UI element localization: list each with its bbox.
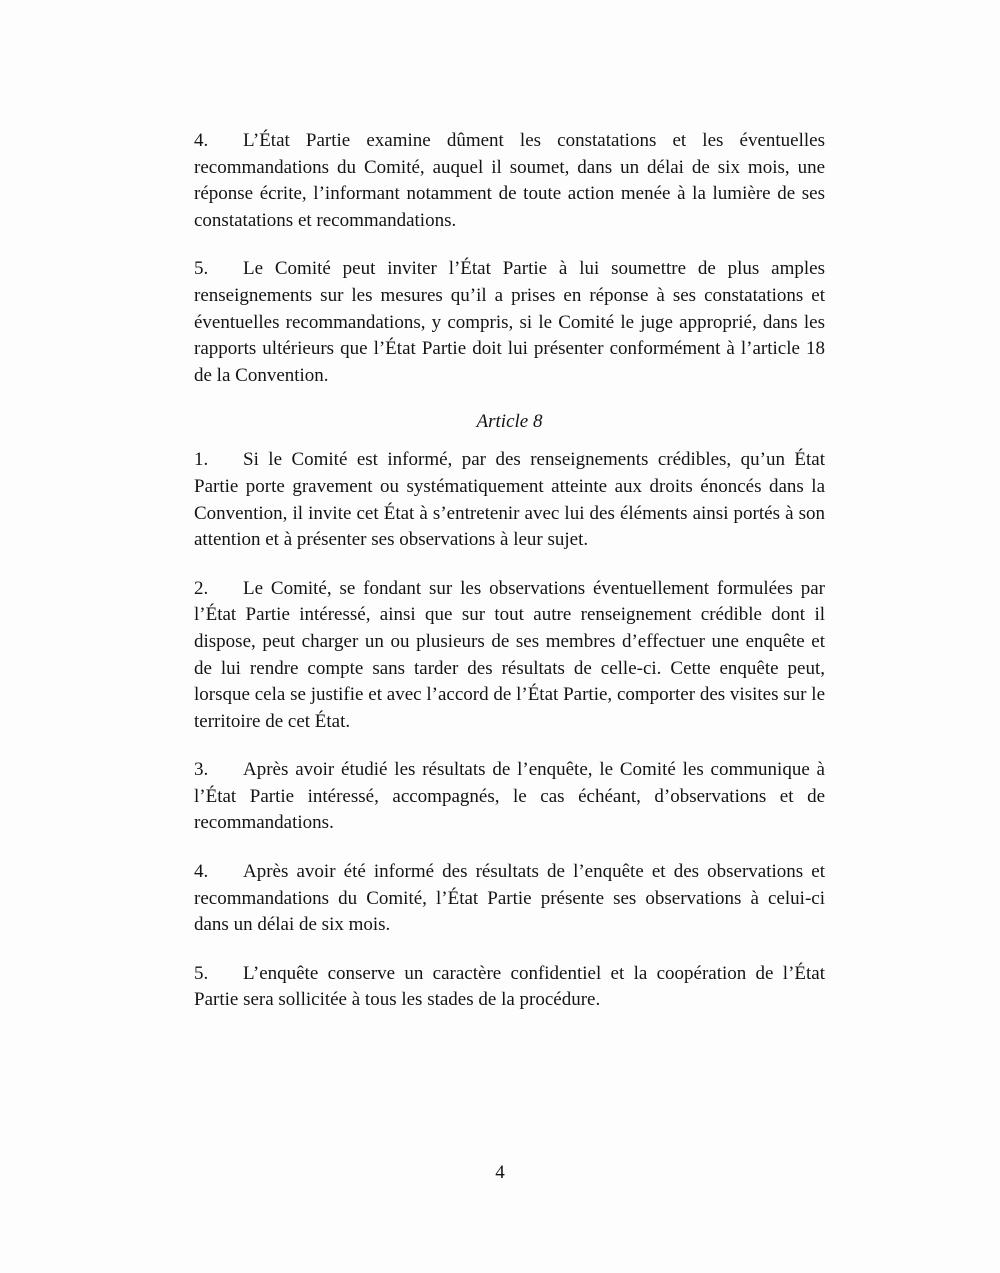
article-8-paragraph-4 (194, 859, 825, 939)
paragraph-text: L’État Partie examine dûment les constatations et les éventuelles recommandations du Comité, auquel il soumet, dans un délai de six mois, une réponse écrite, l’informant notamment de toute action menée à la lumière de ses constatations et recommandations. (194, 130, 825, 231)
page-number: 4 (495, 1162, 505, 1183)
paragraph-text: Le Comité peut inviter l’État Partie à lui soumettre de plus amples renseignements sur les mesures qu’il a prises en réponse à ses constatations et éventuelles recommandations, y compris, si le Comité le juge approprié, dans les rapports ultérieurs que l’État Partie doit lui présenter conformément à l’article 18 de la Convention. (194, 258, 825, 386)
paragraph-text: Après avoir étudié les résultats de l’enquête, le Comité les communique à l’État Partie intéressé, accompagnés, le cas échéant, d’observations et de recommandations. (194, 759, 825, 834)
paragraph-number: 5. (194, 258, 209, 280)
document-body (194, 128, 825, 1036)
paragraph-text: Si le Comité est informé, par des renseignements crédibles, qu’un État Partie porte gravement ou systématiquement atteinte aux droits énoncés dans la Convention, il invite cet État à s’entretenir avec lui des éléments ainsi portés à son attention et à présenter ses observations à leur sujet. (194, 449, 825, 551)
paragraph-number: 4. (194, 130, 209, 151)
paragraph-4 (194, 128, 825, 234)
paragraph-text: L’enquête conserve un caractère confidentiel et la coopération de l’État Partie sera sollicitée à tous les stades de la procédure. (194, 962, 825, 1011)
article-8-paragraph-3 (194, 757, 825, 837)
article-8-paragraph-2 (194, 576, 825, 736)
paragraph-number: 2. (194, 577, 209, 599)
article-8-paragraph-5 (194, 961, 825, 1014)
paragraph-number: 3. (194, 759, 209, 781)
paragraph-number: 5. (194, 962, 209, 984)
paragraph-5 (194, 256, 825, 389)
paragraph-text: Après avoir été informé des résultats de l’enquête et des observations et recommandations du Comité, l’État Partie présente ses observations à celui-ci dans un délai de six mois. (194, 861, 825, 936)
paragraph-text: Le Comité, se fondant sur les observations éventuellement formulées par l’État Partie intéressé, ainsi que sur tout autre renseignement crédible dont il dispose, peut charger un ou plusieurs de ses membres d’effectuer une enquête et de lui rendre compte sans tarder des résultats de celle-ci. Cette enquête peut, lorsque cela se justifie et avec l’accord de l’État Partie, comporter des visites sur le territoire de cet État. (194, 577, 825, 732)
paragraph-number: 4. (194, 861, 209, 883)
article-heading: Article 8 (476, 411, 543, 433)
article-8-paragraph-1 (194, 447, 825, 553)
paragraph-number: 1. (194, 449, 209, 471)
